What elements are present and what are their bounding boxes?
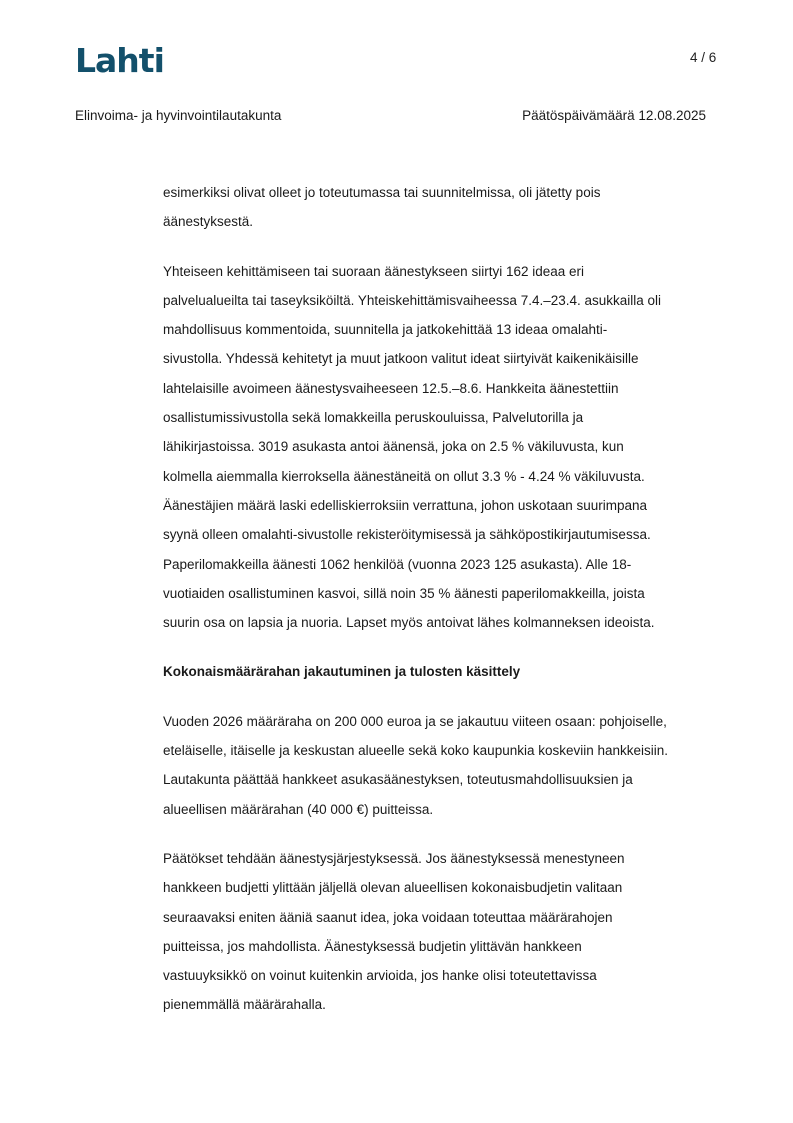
- paragraph-budget-allocation: [163, 707, 723, 824]
- text-line: suurin osa on lapsia ja nuoria. Lapset myös antoivat lähes kolmanneksen ideoista.: [163, 615, 655, 631]
- text-line: pienemmällä määrärahalla.: [163, 997, 326, 1013]
- decision-date: Päätöspäivämäärä 12.08.2025: [522, 108, 706, 123]
- text-line: Vuoden 2026 määräraha on 200 000 euroa ja se jakautuu viiteen osaan: pohjoiselle,: [163, 713, 667, 729]
- text-line: Paperilomakkeilla äänesti 1062 henkilöä (vuonna 2023 125 asukasta). Alle 18-: [163, 556, 632, 572]
- page-number: 4 / 6: [690, 50, 717, 65]
- text-line: eteläiselle, itäiselle ja keskustan alueelle sekä koko kaupunkia koskeviin hankkeisiin.: [163, 743, 669, 759]
- text-line: syynä olleen omalahti-sivustolle rekisteröitymisessä ja sähköpostikirjautumisessa.: [163, 527, 651, 543]
- text-line: vuotiaiden osallistuminen kasvoi, sillä noin 35 % äänesti paperilomakkeilla, joista: [163, 585, 645, 601]
- text-line: Päätökset tehdään äänestysjärjestyksessä. Jos äänestyksessä menestyneen: [163, 850, 625, 866]
- committee-name: Elinvoima- ja hyvinvointilautakunta: [75, 108, 282, 123]
- paragraph-decision-process: [163, 844, 723, 1020]
- text-line: palvelualueilta tai taseyksiköiltä. Yhteiskehittämisvaiheessa 7.4.–23.4. asukkailla oli: [163, 292, 662, 308]
- text-line: alueellisen määrärahan (40 000 €) puitteissa.: [163, 801, 434, 817]
- text-line: hankkeen budjetti ylittään jäljellä olevan alueellisen kokonaisbudjetin valitaan: [163, 880, 623, 896]
- paragraph-voting-summary: [163, 257, 723, 638]
- text-line: osallistumissivustolla sekä lomakkeilla peruskouluissa, Palvelutorilla ja: [163, 410, 584, 426]
- lahti-logo: Lahti: [75, 41, 164, 80]
- text-line: sivustolla. Yhdessä kehitetyt ja muut jatkoon valitut ideat siirtyivät kaikenikäisille: [163, 351, 639, 367]
- text-line: seuraavaksi eniten ääniä saanut idea, joka voidaan toteuttaa määrärahojen: [163, 909, 613, 925]
- text-line: vastuuyksikkö on voinut kuitenkin arvioida, jos hanke olisi toteutettavissa: [163, 968, 597, 984]
- document-body: [163, 178, 723, 1040]
- text-line: esimerkiksi olivat olleet jo toteutumassa tai suunnitelmissa, oli jätetty pois: [163, 185, 601, 200]
- section-heading: Kokonaismäärärahan jakautuminen ja tulosten käsittely: [163, 664, 521, 680]
- text-line: lähikirjastoissa. 3019 asukasta antoi äänensä, joka on 2.5 % väkiluvusta, kun: [163, 439, 624, 455]
- text-line: Yhteiseen kehittämiseen tai suoraan äänestykseen siirtyi 162 ideaa eri: [163, 263, 584, 279]
- text-line: Lautakunta päättää hankkeet asukasäänestyksen, toteutusmahdollisuuksien ja: [163, 772, 633, 788]
- text-line: puitteissa, jos mahdollista. Äänestyksessä budjetin ylittävän hankkeen: [163, 938, 582, 954]
- text-line: kolmella aiemmalla kierroksella äänestäneitä on ollut 3.3 % - 4.24 % väkiluvusta.: [163, 468, 645, 484]
- text-line: lahtelaisille avoimeen äänestysvaiheeseen 12.5.–8.6. Hankkeita äänestettiin: [163, 380, 619, 396]
- text-line: Äänestäjien määrä laski edelliskierroksiin verrattuna, johon uskotaan suurimpana: [163, 497, 648, 513]
- text-line: äänestyksestä.: [163, 214, 254, 230]
- paragraph-intro-continuation: [163, 178, 723, 237]
- text-line: mahdollisuus kommentoida, suunnitella ja jatkokehittää 13 ideaa omalahti-: [163, 322, 608, 338]
